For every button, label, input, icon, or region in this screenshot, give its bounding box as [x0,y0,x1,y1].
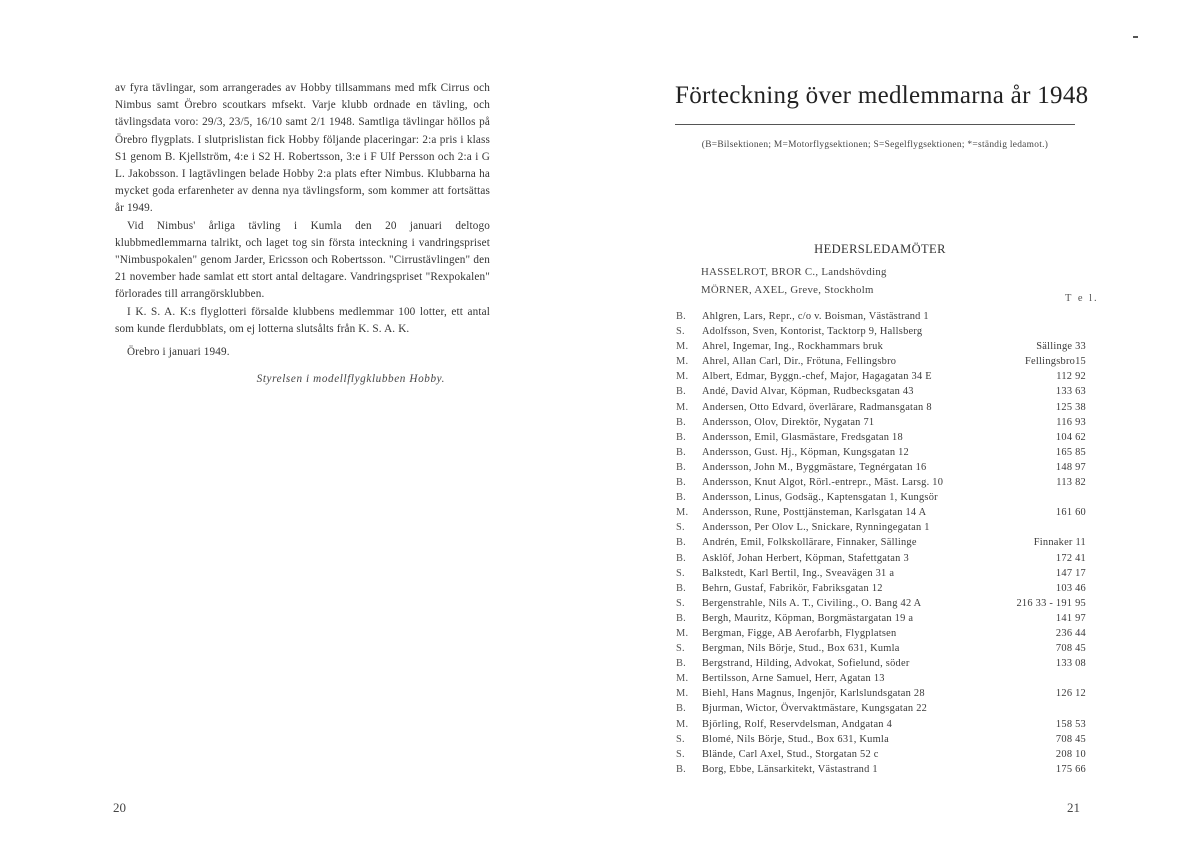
member-row [676,522,1086,537]
member-row [676,628,1086,643]
tel-column-heading: T e l. [1065,293,1099,304]
member-entry: Andersson, Emil, Glasmästare, Fredsgatan 18 [702,431,903,443]
member-entry: Andersen, Otto Edvard, överlärare, Radmansgatan 8 [702,401,932,413]
member-row [676,311,1086,326]
member-entry: Ahrel, Allan Carl, Dir., Frötuna, Fellingsbro [702,356,897,368]
member-entry: Bergh, Mauritz, Köpman, Borgmästargatan 19 a [702,612,914,624]
member-tel: 158 53 [1055,718,1086,730]
member-section: B. [676,658,687,670]
member-section: M. [676,688,689,700]
member-row [676,568,1086,583]
member-row [676,673,1086,688]
member-row [676,432,1086,447]
paragraph: av fyra tävlingar, som arrangerades av Hobby tillsammans med mfk Cirrus och Nimbus samt Örebro scoutkars mfsekt. Varje klubb ordnade en tävling, och tävlingsdata voro: 29/3, 23/5, 16/10 samt 2/1 1948. Samtliga tävlingar höllos på Örebro flygplats. I slutprislistan fick Hobby följande placeringar: 2:a pris i klass S1 genom B. Kjellström, 4:e i S2 H. Robertsson, 3:e i F Ulf Persson och 2:a i G L. Jakobsson. I lagtävlingen belade Hobby 2:a plats efter Nimbus. Klubbarna ha mycket goda erfarenheter av denna nya tävlingsform, som kommer att fortsättas år 1949. [115,82,490,215]
member-row [676,492,1086,507]
member-entry: Adolfsson, Sven, Kontorist, Tacktorp 9, Hallsberg [702,326,923,338]
section-legend: (B=Bilsektionen; M=Motorflygsektionen; S=Segelflygsektionen; *=ständig ledamot.) [701,140,1049,150]
signature: Styrelsen i modellflygklubben Hobby. [256,373,445,386]
member-tel: 133 08 [1055,658,1086,670]
member-row [676,326,1086,341]
member-row [676,537,1086,552]
member-row [676,447,1086,462]
member-section: M. [676,627,689,639]
honorary-member: MÖRNER, AXEL, Greve, Stockholm [701,284,874,296]
member-section: S. [676,733,685,745]
member-entry: Andersson, John M., Byggmästare, Tegnérgatan 16 [702,461,927,473]
member-tel: 126 12 [1055,688,1086,700]
member-tel: 172 41 [1055,552,1086,564]
member-tel: 236 44 [1055,627,1086,639]
member-section: S. [676,748,685,760]
member-row [676,658,1086,673]
member-section: S. [676,326,685,338]
page-number: 20 [113,800,126,815]
member-section: M. [676,341,689,353]
member-section: S. [676,597,685,609]
member-row [676,688,1086,703]
member-row [676,341,1086,356]
member-tel: 216 33 - 191 95 [1016,597,1086,609]
right-page [600,0,1200,848]
honorary-heading: HEDERSLEDAMÖTER [814,242,946,256]
member-section: B. [676,703,687,715]
member-entry: Andersson, Linus, Godsäg., Kaptensgatan 1, Kungsör [702,492,938,504]
member-entry: Andé, David Alvar, Köpman, Rudbecksgatan 43 [702,386,914,398]
member-tel: 175 66 [1055,763,1086,775]
member-row [676,764,1086,779]
member-entry: Blände, Carl Axel, Stud., Storgatan 52 c [702,748,879,760]
member-row [676,703,1086,718]
member-row [676,749,1086,764]
member-entry: Andersson, Olov, Direktör, Nygatan 71 [702,416,875,428]
member-entry: Bertilsson, Arne Samuel, Herr, Agatan 13 [702,673,885,685]
member-entry: Andrén, Emil, Folkskollärare, Finnaker, Sällinge [702,537,917,549]
member-tel: 125 38 [1055,401,1086,413]
member-section: B. [676,431,687,443]
member-section: B. [676,763,687,775]
member-row [676,507,1086,522]
page-number: 21 [1067,800,1080,815]
member-section: B. [676,446,687,458]
member-list [676,311,1086,779]
member-entry: Bergstrand, Hilding, Advokat, Sofielund, söder [702,658,910,670]
honorary-member: HASSELROT, BROR C., Landshövding [701,266,887,278]
member-entry: Behrn, Gustaf, Fabrikör, Fabriksgatan 12 [702,582,883,594]
member-tel: Finnaker 11 [1033,537,1086,549]
member-entry: Andersson, Gust. Hj., Köpman, Kungsgatan 12 [702,446,910,458]
member-entry: Borg, Ebbe, Länsarkitekt, Västastrand 1 [702,763,878,775]
member-entry: Bjurman, Wictor, Övervaktmästare, Kungsgatan 22 [702,703,928,715]
member-row [676,553,1086,568]
member-tel: Fellingsbro15 [1025,356,1086,368]
member-tel: Sällinge 33 [1036,341,1086,353]
member-section: M. [676,371,689,383]
member-entry: Bergman, Nils Börje, Stud., Box 631, Kumla [702,643,900,655]
member-section: M. [676,401,689,413]
member-entry: Bergenstrahle, Nils A. T., Civiling., O. Bang 42 A [702,597,922,609]
member-row [676,477,1086,492]
member-row [676,598,1086,613]
member-entry: Ahlgren, Lars, Repr., c/o v. Boisman, Västästrand 1 [702,311,929,322]
member-section: M. [676,718,689,730]
member-tel: 112 92 [1056,371,1086,383]
page-title: Förteckning över medlemmarna år 1948 [675,82,1089,109]
member-entry: Björling, Rolf, Reservdelsman, Andgatan 4 [702,718,893,730]
left-page-body [115,80,490,388]
member-tel: 708 45 [1055,733,1086,745]
member-tel: 104 62 [1055,431,1086,443]
member-tel: 113 82 [1056,477,1086,489]
member-row [676,371,1086,386]
member-section: B. [676,492,687,504]
member-tel: 708 45 [1055,643,1086,655]
member-section: B. [676,416,687,428]
member-section: S. [676,567,685,579]
honorary-members [701,263,887,299]
member-section: B. [676,582,687,594]
member-section: S. [676,522,685,534]
member-tel: 208 10 [1055,748,1086,760]
member-section: M. [676,356,689,368]
member-entry: Asklöf, Johan Herbert, Köpman, Stafettgatan 3 [702,552,909,564]
member-entry: Balkstedt, Karl Bertil, Ing., Sveavägen 31 a [702,567,895,579]
member-row [676,402,1086,417]
member-entry: Andersson, Per Olov L., Snickare, Rynningegatan 1 [702,522,930,534]
member-row [676,583,1086,598]
member-section: M. [676,673,689,685]
member-tel: 147 17 [1055,567,1086,579]
member-row [676,719,1086,734]
member-tel: 103 46 [1055,582,1086,594]
member-section: B. [676,461,687,473]
scan-mark [1133,36,1138,38]
member-entry: Bergman, Figge, AB Aerofarbh, Flygplatsen [702,627,897,639]
paragraph: I K. S. A. K:s flyglotteri försalde klubbens medlemmar 100 lotter, ett antal som kunde flerdubblats, om ej lotterna slutsålts från K. S. A. K. [115,305,490,335]
member-row [676,734,1086,749]
member-entry: Andersson, Knut Algot, Rörl.-entrepr., Mäst. Larsg. 10 [702,477,944,489]
member-tel: 148 97 [1055,461,1086,473]
member-section: B. [676,477,687,489]
member-entry: Biehl, Hans Magnus, Ingenjör, Karlslundsgatan 28 [702,688,925,700]
date-line: Örebro i januari 1949. [127,346,230,359]
member-entry: Blomé, Nils Börje, Stud., Box 631, Kumla [702,733,889,745]
paragraph: Vid Nimbus' årliga tävling i Kumla den 20 januari deltogo klubbmedlemmarna talrikt, och laget tog sin första inteckning i vandringspriset "Nimbuspokalen" genom Jarder, Ericsson och Robertsson. "Cirrustävlingen" den 21 november hade samlat ett stort antal deltagare. Vandringspriset "Rexpokalen" förlorades till arrangörsklubben. [115,219,490,301]
member-section: B. [676,537,687,549]
member-entry: Albert, Edmar, Byggn.-chef, Major, Hagagatan 34 E [702,371,932,383]
member-tel: 165 85 [1055,446,1086,458]
member-section: B. [676,311,687,322]
member-row [676,356,1086,371]
member-section: B. [676,612,687,624]
member-entry: Ahrel, Ingemar, Ing., Rockhammars bruk [702,341,884,353]
member-tel: 161 60 [1055,507,1086,519]
member-row [676,613,1086,628]
member-row [676,643,1086,658]
member-section: S. [676,643,685,655]
member-row [676,386,1086,401]
member-tel: 133 63 [1055,386,1086,398]
member-section: B. [676,552,687,564]
member-tel: 141 97 [1055,612,1086,624]
member-row [676,417,1086,432]
member-tel: 116 93 [1056,416,1086,428]
member-section: M. [676,507,689,519]
member-entry: Andersson, Rune, Posttjänsteman, Karlsgatan 14 A [702,507,927,519]
title-rule [675,124,1075,125]
member-section: B. [676,386,687,398]
member-row [676,462,1086,477]
